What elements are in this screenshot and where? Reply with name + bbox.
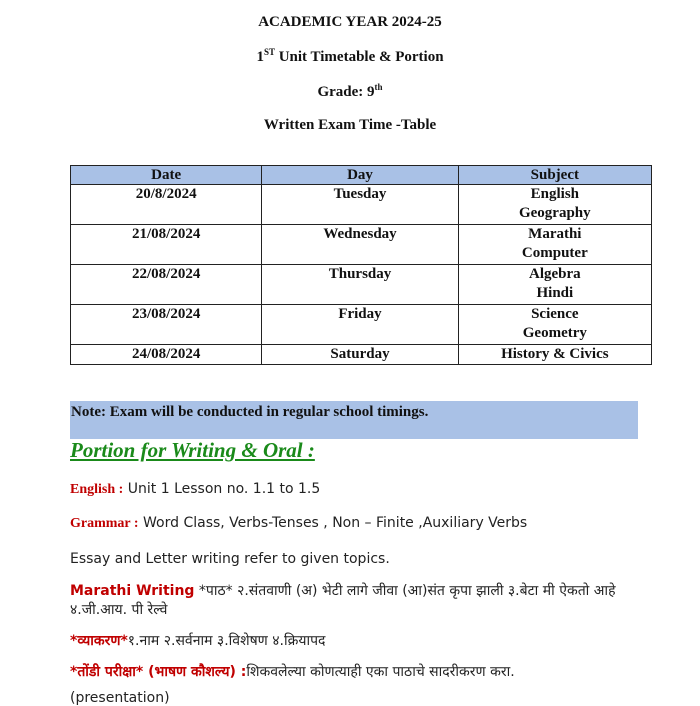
column-header-day: Day [262, 166, 458, 185]
date-cell: 21/08/2024 [71, 225, 262, 265]
date-cell: 20/8/2024 [71, 185, 262, 225]
subject-cell [458, 345, 651, 365]
subject-name: History & Civics [501, 346, 609, 362]
document-title: ACADEMIC YEAR 2024-25 [258, 14, 442, 30]
day-cell: Tuesday [262, 185, 458, 225]
table-row [71, 345, 652, 365]
column-header-subject: Subject [458, 166, 651, 185]
vyakaran-portion [70, 631, 326, 650]
oral-label: *तोंडी परीक्षा* (भाषण कौशल्य) : [70, 664, 247, 680]
subject-name: Algebra [528, 266, 581, 282]
english-label: English : [70, 482, 124, 497]
table-row [71, 225, 652, 265]
exam-note: Note: Exam will be conducted in regular school timings. [70, 401, 638, 439]
subject-cell [458, 265, 651, 305]
subject-cell [458, 305, 651, 345]
grammar-portion [70, 515, 527, 532]
vyakaran-text: १.नाम २.सर्वनाम ३.विशेषण ४.क्रियापद [127, 633, 326, 649]
marathi-portion [70, 582, 650, 620]
unit-text: Unit Timetable & Portion [274, 49, 444, 65]
exam-subtitle: Written Exam Time -Table [263, 117, 437, 133]
table-row [71, 185, 652, 225]
grammar-text: Word Class, Verbs-Tenses , Non – Finite ,Auxiliary Verbs [138, 515, 528, 531]
date-cell: 23/08/2024 [71, 305, 262, 345]
date-cell: 24/08/2024 [71, 345, 262, 365]
essay-portion: Essay and Letter writing refer to given topics. [70, 551, 390, 567]
subject-cell [458, 225, 651, 265]
portion-heading: Portion for Writing & Oral : [70, 438, 315, 462]
table-row [71, 305, 652, 345]
subject-cell [458, 185, 651, 225]
oral-portion [70, 662, 515, 681]
day-cell: Friday [262, 305, 458, 345]
subject-name: Geography [518, 205, 591, 221]
table-row [71, 265, 652, 305]
unit-superscript: ST [263, 47, 275, 57]
table-header-row [71, 166, 652, 185]
day-cell: Saturday [262, 345, 458, 365]
grade-label: Grade: 9 [317, 84, 375, 100]
unit-heading [0, 47, 700, 66]
marathi-label: Marathi Writing [70, 583, 195, 599]
date-cell: 22/08/2024 [71, 265, 262, 305]
grade-superscript: th [374, 82, 383, 92]
vyakaran-label: *व्याकरण* [70, 633, 128, 649]
unit-number: 1 [256, 49, 264, 65]
marathi-text: *पाठ* २.संतवाणी (अ) भेटी लागे जीवा (आ)संत कृपा झाली ३.बेटा मी ऐकतो आहे ४.जी.आय. पी रेल्वे [70, 583, 616, 618]
grammar-label: Grammar : [70, 516, 139, 531]
exam-timetable [70, 165, 652, 365]
oral-text: शिकवलेल्या कोणत्याही एका पाठाचे सादरीकरण करा. [246, 664, 515, 680]
oral-continuation: (presentation) [70, 690, 170, 706]
subject-name: English [530, 186, 580, 202]
subject-name: Hindi [536, 285, 574, 301]
english-portion [70, 481, 320, 498]
day-cell: Thursday [262, 265, 458, 305]
column-header-date: Date [71, 166, 262, 185]
grade-heading [0, 82, 700, 101]
day-cell: Wednesday [262, 225, 458, 265]
subject-name: Geometry [522, 325, 587, 341]
subject-name: Marathi [528, 226, 582, 242]
english-text: Unit 1 Lesson no. 1.1 to 1.5 [123, 481, 321, 497]
subject-name: Computer [521, 245, 588, 261]
subject-name: Science [531, 306, 579, 322]
